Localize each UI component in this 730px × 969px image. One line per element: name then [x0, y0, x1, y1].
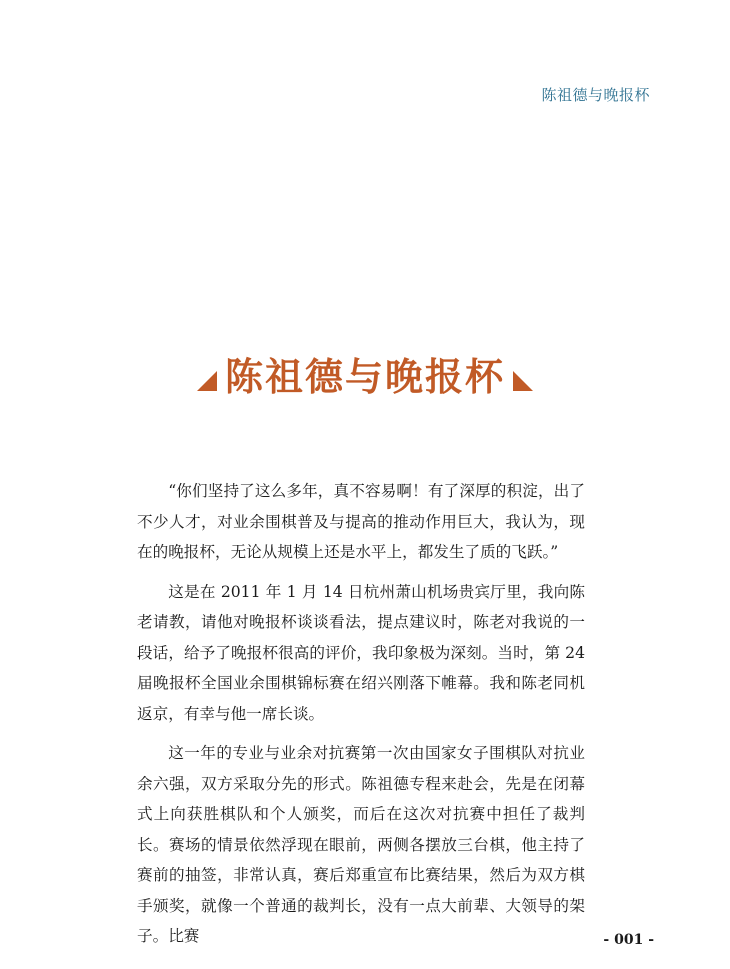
running-header: 陈祖德与晚报杯 — [541, 86, 650, 104]
right-triangle-ornament-icon — [513, 371, 533, 391]
paragraph-2: 这是在 2011 年 1 月 14 日杭州萧山机场贵宾厅里，我向陈老请教，请他对晚报杯谈谈看法，提点建议时，陈老对我说的一段话，给予了晚报杯很高的评价，我印象极为深刻。当时，第 24 届晚报杯全国业余围棋锦标赛在绍兴刚落下帷幕。我和陈老同机返京，有幸与他一席长谈。 — [137, 582, 585, 723]
page-number: - 001 - — [603, 932, 654, 948]
left-triangle-ornament-icon — [197, 371, 217, 391]
chapter-title: 陈祖德与晚报杯 — [224, 354, 505, 399]
chapter-heading — [0, 346, 730, 401]
paragraph-3: 这一年的专业与业余对抗赛第一次由国家女子围棋队对抗业余六强，双方采取分先的形式。陈祖德专程来赴会，先是在闭幕式上向获胜棋队和个人颁奖，而后在这次对抗赛中担任了裁判长。赛场的情景依然浮现在眼前，两侧各摆放三台棋，他主持了赛前的抽签，非常认真，赛后郑重宣布比赛结果，然后为双方棋手颁奖，就像一个普通的裁判长，没有一点大前辈、大领导的架子。比赛 — [137, 744, 585, 945]
body-text — [137, 476, 585, 961]
paragraph-1: “你们坚持了这么多年，真不容易啊！有了深厚的积淀，出了不少人才，对业余围棋普及与提高的推动作用巨大，我认为，现在的晚报杯，无论从规模上还是水平上，都发生了质的飞跃。” — [137, 482, 585, 561]
